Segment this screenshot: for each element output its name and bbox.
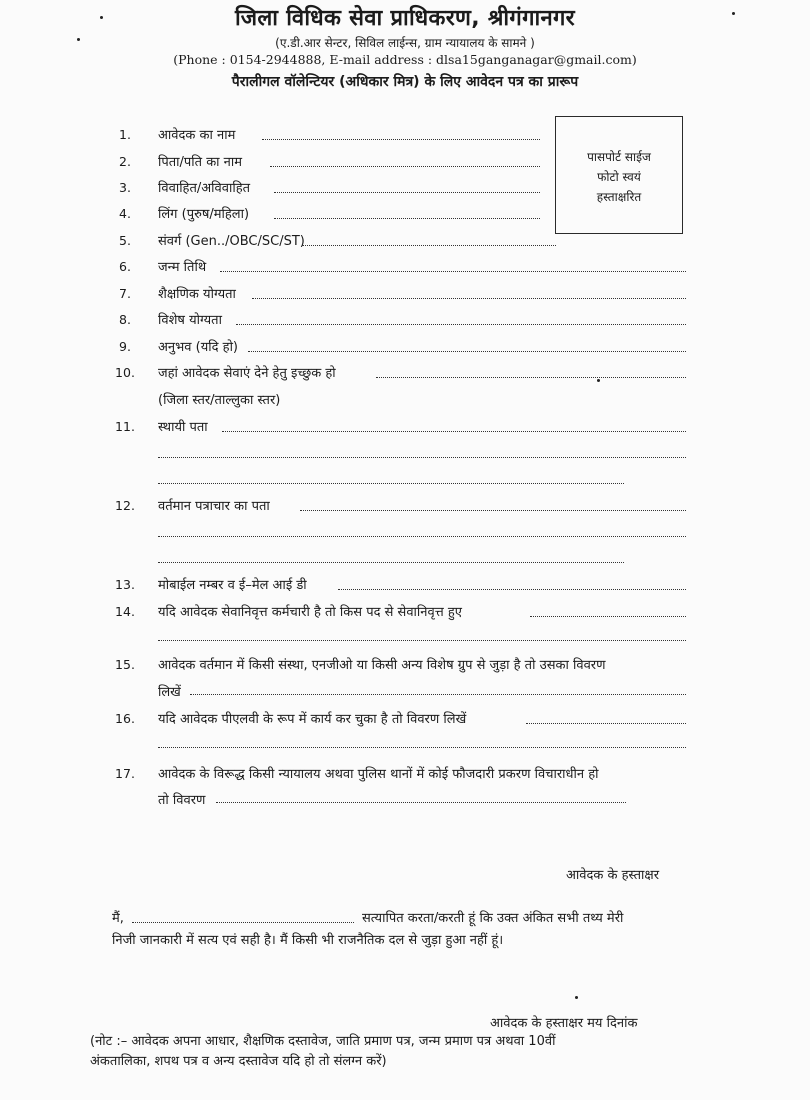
field-label-permanent-address: स्थायी पता bbox=[158, 420, 208, 435]
declaration-line1 bbox=[112, 908, 124, 926]
retired-post-field-line1[interactable] bbox=[530, 616, 686, 617]
field-label-gender: लिंग (पुरुष/महिला) bbox=[158, 207, 250, 222]
applicant-signature-label: आवेदक के हस्ताक्षर bbox=[566, 868, 660, 883]
authority-title: जिला विधिक सेवा प्राधिकरण, श्रीगंगानगर bbox=[235, 6, 575, 31]
field-label-applicant-name: आवेदक का नाम bbox=[158, 128, 236, 143]
marital-status-field[interactable] bbox=[274, 192, 540, 193]
field-label-experience: अनुभव (यदि हो) bbox=[158, 340, 239, 355]
scan-speck bbox=[77, 38, 80, 41]
signature-with-date-label: आवेदक के हस्ताक्षर मय दिनांक bbox=[490, 1016, 638, 1031]
applicant-name-field[interactable] bbox=[262, 139, 540, 140]
declarant-name-field[interactable] bbox=[132, 922, 354, 923]
field-label-plv-experience: यदि आवेदक पीएलवी के रूप में कार्य कर चुका है तो विवरण लिखें bbox=[158, 712, 467, 727]
field-number: 15. bbox=[115, 657, 135, 672]
field-label-father-husband-name: पिता/पति का नाम bbox=[158, 155, 243, 170]
scan-speck bbox=[732, 12, 735, 15]
scan-speck bbox=[100, 16, 103, 19]
gender-field[interactable] bbox=[274, 218, 540, 219]
permanent-address-field-line2[interactable] bbox=[158, 457, 686, 458]
photo-box-line2: फोटो स्वयं bbox=[597, 170, 641, 184]
authority-address: (ए.डी.आर सेन्टर, सिविल लाईन्स, ग्राम न्यायालय के सामने ) bbox=[275, 36, 535, 50]
field-number: 13. bbox=[115, 577, 135, 592]
field-number: 9. bbox=[119, 339, 131, 354]
field-sublabel-service-area: (जिला स्तर/ताल्लुका स्तर) bbox=[158, 393, 281, 408]
field-label-organisation-details: आवेदक वर्तमान में किसी संस्था, एनजीओ या किसी अन्य विशेष ग्रुप से जुड़ा है तो उसका विवरण bbox=[158, 658, 606, 673]
field-number: 5. bbox=[119, 233, 131, 248]
note-line2: अंकतालिका, शपथ पत्र व अन्य दस्तावेज यदि हो तो संलग्न करें) bbox=[90, 1054, 387, 1069]
correspondence-address-field-line3[interactable] bbox=[158, 562, 624, 563]
declaration-prefix: मैं, bbox=[112, 911, 124, 926]
service-area-field[interactable] bbox=[376, 377, 686, 378]
field-number: 4. bbox=[119, 206, 131, 221]
organisation-details-field[interactable] bbox=[190, 694, 686, 695]
criminal-case-field[interactable] bbox=[216, 802, 626, 803]
field-label-category: संवर्ग (Gen../OBC/SC/ST) bbox=[158, 234, 305, 249]
field-number: 2. bbox=[119, 154, 131, 169]
permanent-address-field-line3[interactable] bbox=[158, 483, 624, 484]
category-field[interactable] bbox=[302, 245, 556, 246]
field-label-educational-qualification: शैक्षणिक योग्यता bbox=[158, 287, 236, 302]
plv-experience-field-line2[interactable] bbox=[158, 747, 686, 748]
correspondence-address-field-line1[interactable] bbox=[300, 510, 686, 511]
field-number: 1. bbox=[119, 127, 131, 142]
note-line1: (नोट :– आवेदक अपना आधार, शैक्षणिक दस्तावेज, जाति प्रमाण पत्र, जन्म प्रमाण पत्र अथवा 10वीं bbox=[90, 1034, 556, 1049]
field-number: 12. bbox=[115, 498, 135, 513]
field-label-marital-status: विवाहित/अविवाहित bbox=[158, 181, 251, 196]
special-qualification-field[interactable] bbox=[236, 324, 686, 325]
field-label-mobile-email: मोबाईल नम्बर व ई–मेल आई डी bbox=[158, 578, 307, 593]
scan-speck bbox=[597, 379, 600, 382]
father-husband-name-field[interactable] bbox=[270, 166, 540, 167]
field-number: 6. bbox=[119, 259, 131, 274]
experience-field[interactable] bbox=[248, 351, 686, 352]
field-label-service-area: जहां आवेदक सेवाएं देने हेतु इच्छुक हो bbox=[158, 366, 336, 381]
plv-experience-field-line1[interactable] bbox=[526, 723, 686, 724]
field-label-retired-post: यदि आवेदक सेवानिवृत्त कर्मचारी है तो किस पद से सेवानिवृत्त हुए bbox=[158, 605, 462, 620]
field-number: 11. bbox=[115, 419, 135, 434]
field-label-date-of-birth: जन्म तिथि bbox=[158, 260, 207, 275]
field-sublabel-organisation-details: लिखें bbox=[158, 685, 181, 700]
form-subject: पैरालीगल वॉलेन्टियर (अधिकार मित्र) के लिए आवेदन पत्र का प्रारूप bbox=[231, 74, 579, 90]
photo-box-line1: पासपोर्ट साईज bbox=[587, 150, 651, 164]
field-number: 7. bbox=[119, 286, 131, 301]
field-number: 8. bbox=[119, 312, 131, 327]
field-number: 17. bbox=[115, 766, 135, 781]
field-number: 14. bbox=[115, 604, 135, 619]
field-number: 3. bbox=[119, 180, 131, 195]
scan-speck bbox=[575, 996, 578, 999]
field-number: 10. bbox=[115, 365, 135, 380]
field-label-special-qualification: विशेष योग्यता bbox=[158, 313, 222, 328]
date-of-birth-field[interactable] bbox=[220, 271, 686, 272]
field-label-correspondence-address: वर्तमान पत्राचार का पता bbox=[158, 499, 270, 514]
retired-post-field-line2[interactable] bbox=[158, 640, 686, 641]
field-number: 16. bbox=[115, 711, 135, 726]
authority-contact: (Phone : 0154-2944888, E-mail address : dlsa15ganganagar@gmail.com) bbox=[173, 52, 637, 67]
declaration-line2: निजी जानकारी में सत्य एवं सही है। मैं किसी भी राजनैतिक दल से जुड़ा हुआ नहीं हूं। bbox=[112, 933, 504, 948]
declaration-suffix: सत्यापित करता/करती हूं कि उक्त अंकित सभी तथ्य मेरी bbox=[362, 911, 624, 926]
photo-box bbox=[555, 116, 683, 234]
permanent-address-field-line1[interactable] bbox=[222, 431, 686, 432]
educational-qualification-field[interactable] bbox=[252, 298, 686, 299]
field-sublabel-criminal-case: तो विवरण bbox=[158, 793, 206, 808]
field-label-criminal-case: आवेदक के विरूद्ध किसी न्यायालय अथवा पुलिस थानों में कोई फौजदारी प्रकरण विचाराधीन हो bbox=[158, 767, 599, 782]
photo-box-line3: हस्ताक्षरित bbox=[596, 190, 642, 204]
correspondence-address-field-line2[interactable] bbox=[158, 536, 686, 537]
mobile-email-field[interactable] bbox=[338, 589, 686, 590]
